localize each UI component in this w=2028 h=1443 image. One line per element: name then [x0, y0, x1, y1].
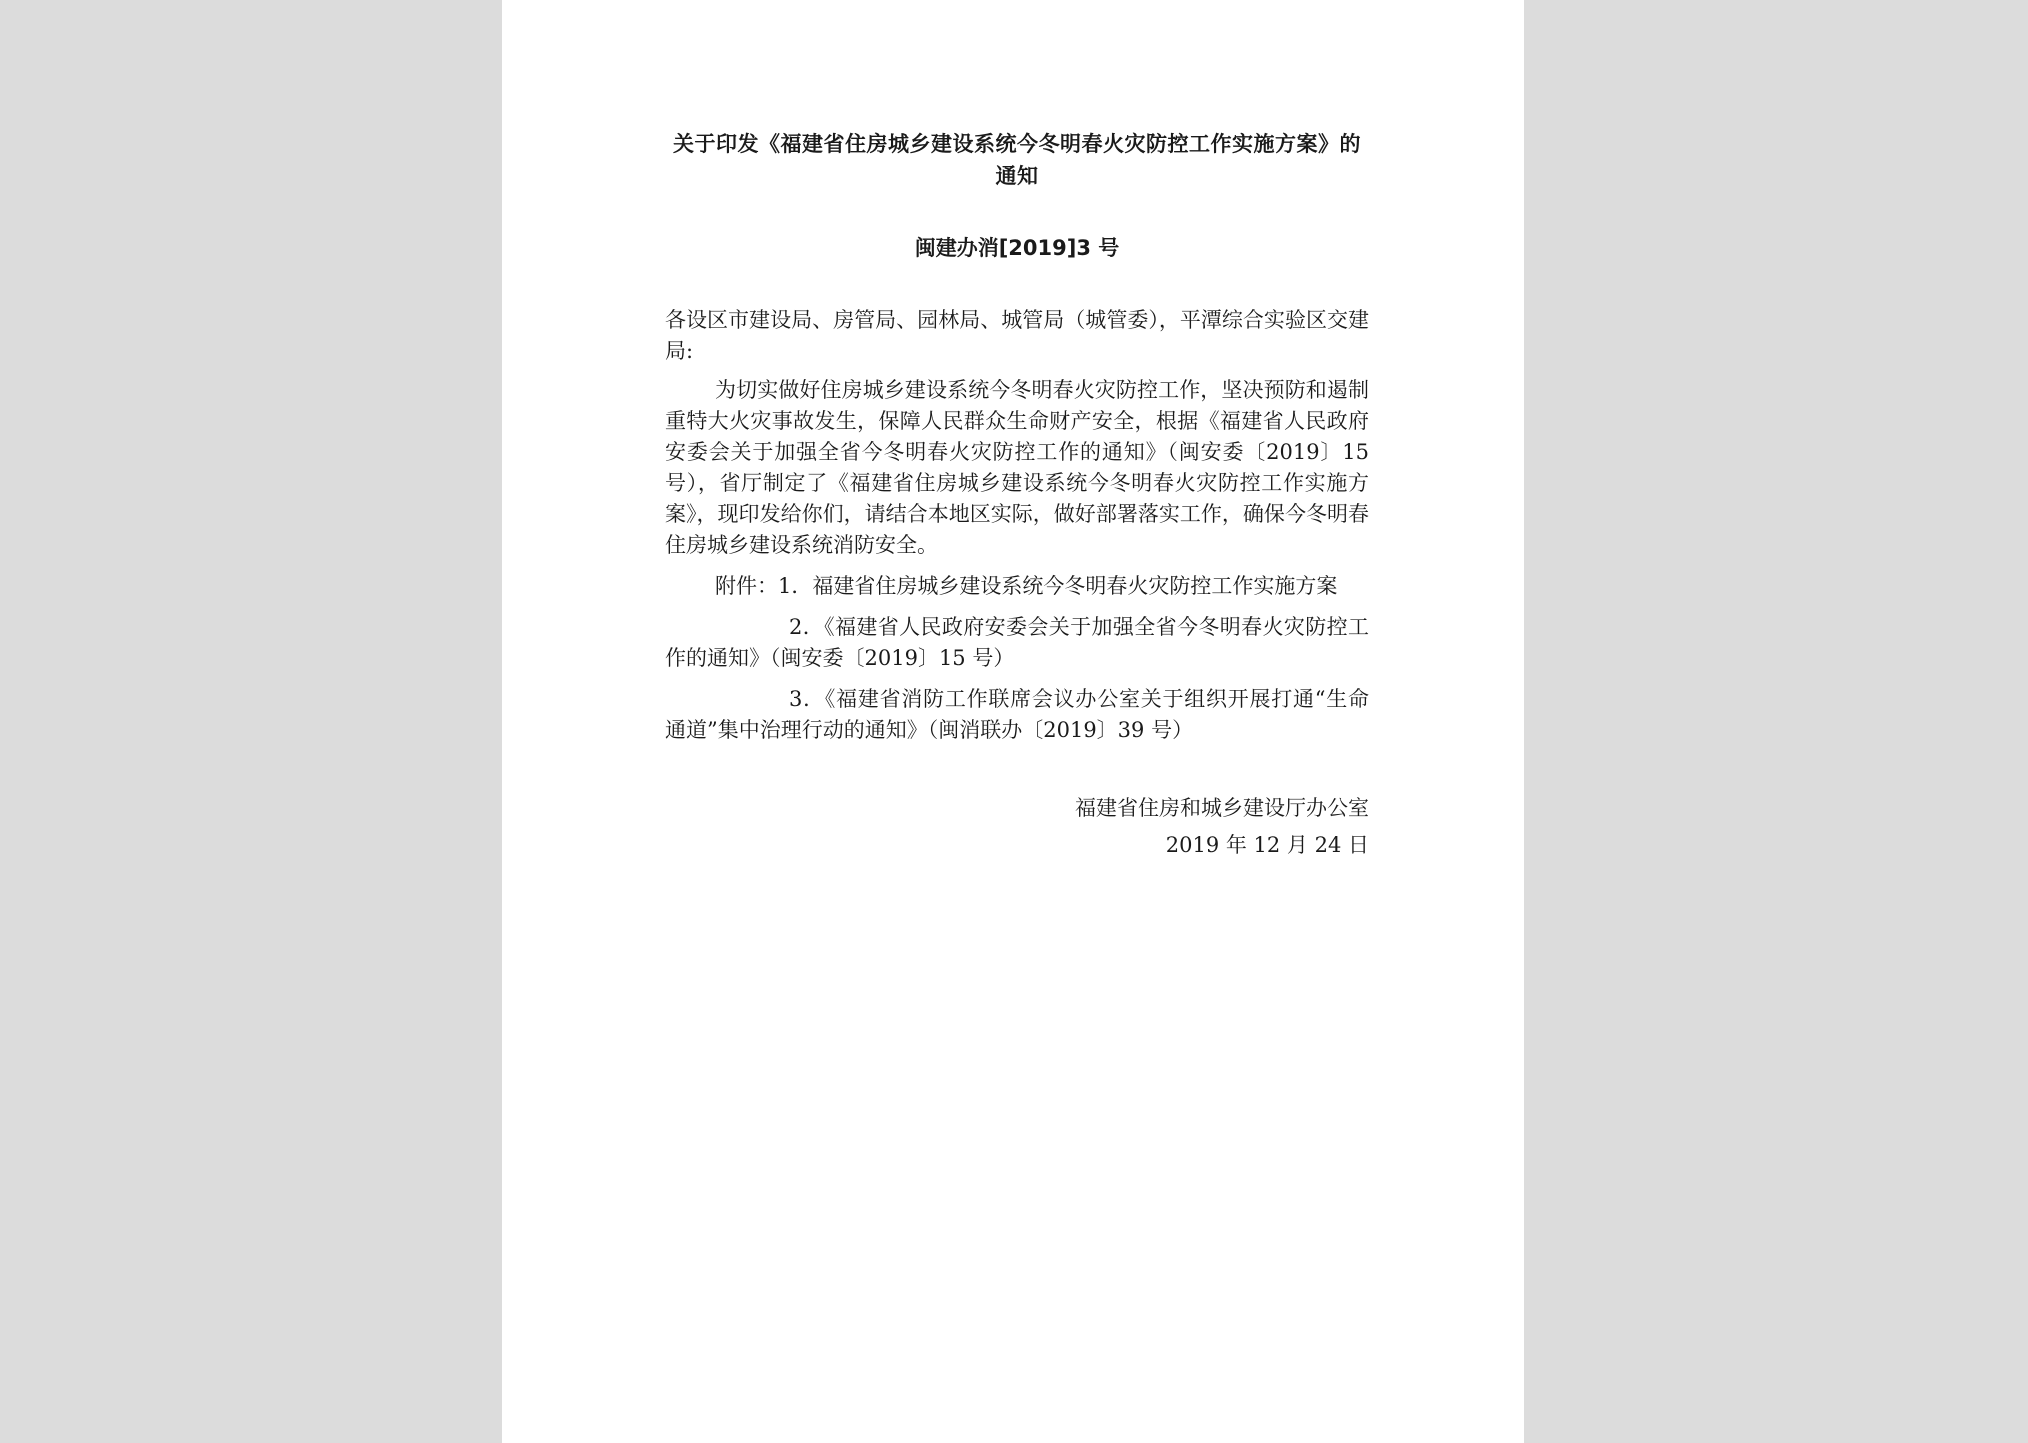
page-content — [665, 128, 1369, 864]
issuer-name: 福建省住房和城乡建设厅办公室 — [1075, 796, 1369, 820]
document-number: 闽建办消[2019]3 号 — [914, 236, 1120, 260]
issue-date: 2019 年 12 月 24 日 — [1165, 833, 1369, 857]
attachment-item-1: 附件：1．福建省住房城乡建设系统今冬明春火灾防控工作实施方案 — [715, 574, 1338, 598]
attachment-item-2: 2．《福建省人民政府安委会关于加强全省今冬明春火灾防控工作的通知》（闽安委〔2019〕15 号） — [665, 615, 1369, 670]
document-page — [502, 0, 1524, 1443]
body-paragraph: 为切实做好住房城乡建设系统今冬明春火灾防控工作，坚决预防和遏制重特大火灾事故发生，保障人民群众生命财产安全，根据《福建省人民政府安委会关于加强全省今冬明春火灾防控工作的通知》（闽安委〔2019〕15 号），省厅制定了《福建省住房城乡建设系统今冬明春火灾防控工作实施方案》，现印发给你们，请结合本地区实际，做好部署落实工作，确保今冬明春住房城乡建设系统消防安全。 — [665, 378, 1369, 557]
document-title: 关于印发《福建省住房城乡建设系统今冬明春火灾防控工作实施方案》的通知 — [673, 132, 1361, 188]
signature-block — [665, 790, 1369, 864]
attachment-item-3: 3．《福建省消防工作联席会议办公室关于组织开展打通“生命通道”集中治理行动的通知》（闽消联办〔2019〕39 号） — [665, 687, 1369, 742]
addressee: 各设区市建设局、房管局、园林局、城管局（城管委），平潭综合实验区交建局: — [665, 308, 1369, 363]
